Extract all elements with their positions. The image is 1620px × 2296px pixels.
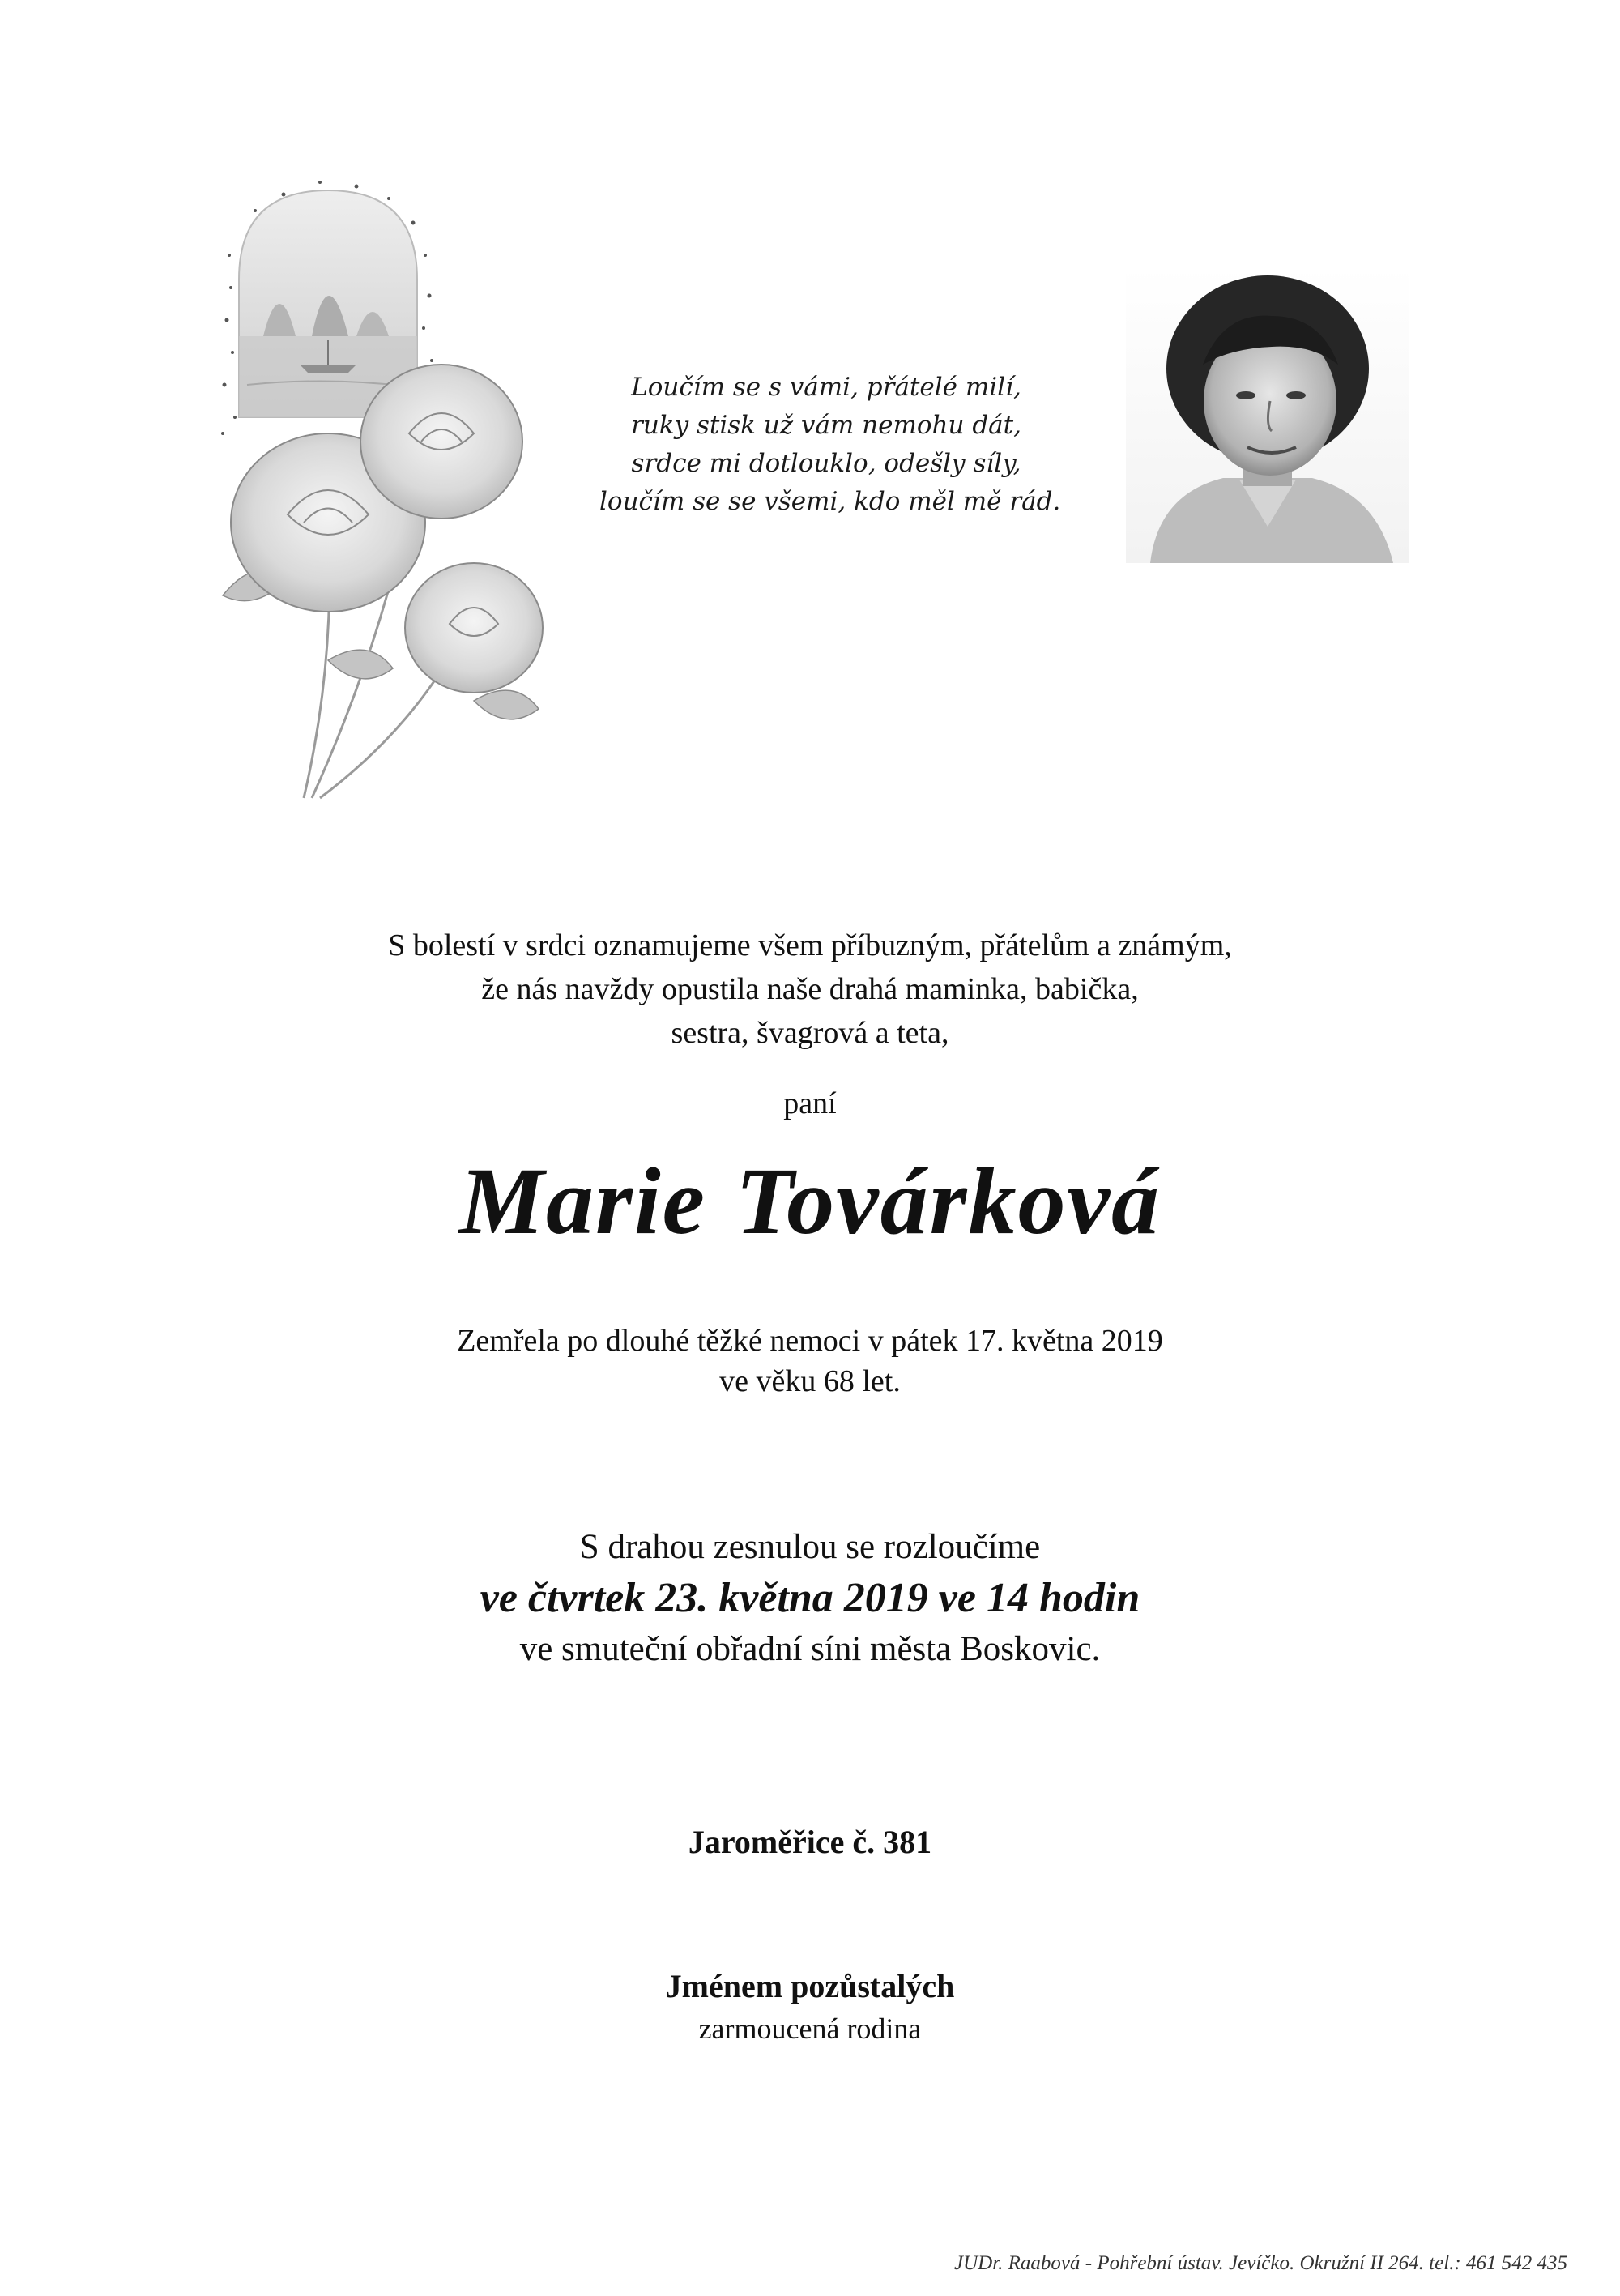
poem-line: Loučím se s vámi, přátelé milí, bbox=[631, 373, 1021, 402]
announcement-line: S bolestí v srdci oznamujeme všem příbuzným, přátelům a známým, bbox=[388, 928, 1232, 962]
signature bbox=[162, 1965, 1458, 2049]
farewell-intro: S drahou zesnulou se rozloučíme bbox=[579, 1528, 1041, 1566]
signature-family: zarmoucená rodina bbox=[698, 2012, 922, 2045]
poem-line: ruky stisk už vám nemohu dát, bbox=[631, 411, 1021, 440]
family-address: Jaroměřice č. 381 bbox=[688, 1824, 932, 1860]
death-date-line: Zemřela po dlouhé těžké nemoci v pátek 17. května 2019 bbox=[457, 1324, 1163, 1358]
announcement-text bbox=[162, 924, 1458, 1055]
deceased-first-name: Marie bbox=[459, 1148, 707, 1254]
farewell-location: ve smuteční obřadní síni města Boskovic. bbox=[519, 1630, 1101, 1668]
farewell-info bbox=[162, 1523, 1458, 1674]
funeral-home-footer: JUDr. Raabová - Pohřební ústav. Jevíčko. Okružní II 264. tel.: 461 542 435 bbox=[953, 2252, 1567, 2274]
death-info bbox=[162, 1321, 1458, 1402]
rose-illustration-image bbox=[207, 174, 547, 806]
signature-title: Jménem pozůstalých bbox=[665, 1968, 955, 2004]
poem-line: srdce mi dotlouklo, odešly síly, bbox=[631, 449, 1021, 478]
deceased-last-name: Továrková bbox=[735, 1148, 1161, 1254]
poem-line: loučím se se všemi, kdo měl mě rád. bbox=[599, 487, 1061, 516]
death-age-line: ve věku 68 let. bbox=[719, 1364, 901, 1398]
announcement-line: že nás navždy opustila naše drahá maminka, babička, bbox=[481, 972, 1139, 1006]
announcement-line: sestra, švagrová a teta, bbox=[671, 1016, 949, 1050]
poem bbox=[599, 369, 1061, 521]
portrait-photo bbox=[1126, 267, 1409, 563]
deceased-name bbox=[162, 1146, 1458, 1257]
farewell-datetime: ve čtvrtek 23. května 2019 ve 14 hodin bbox=[480, 1575, 1140, 1621]
honorific: paní bbox=[783, 1086, 837, 1120]
